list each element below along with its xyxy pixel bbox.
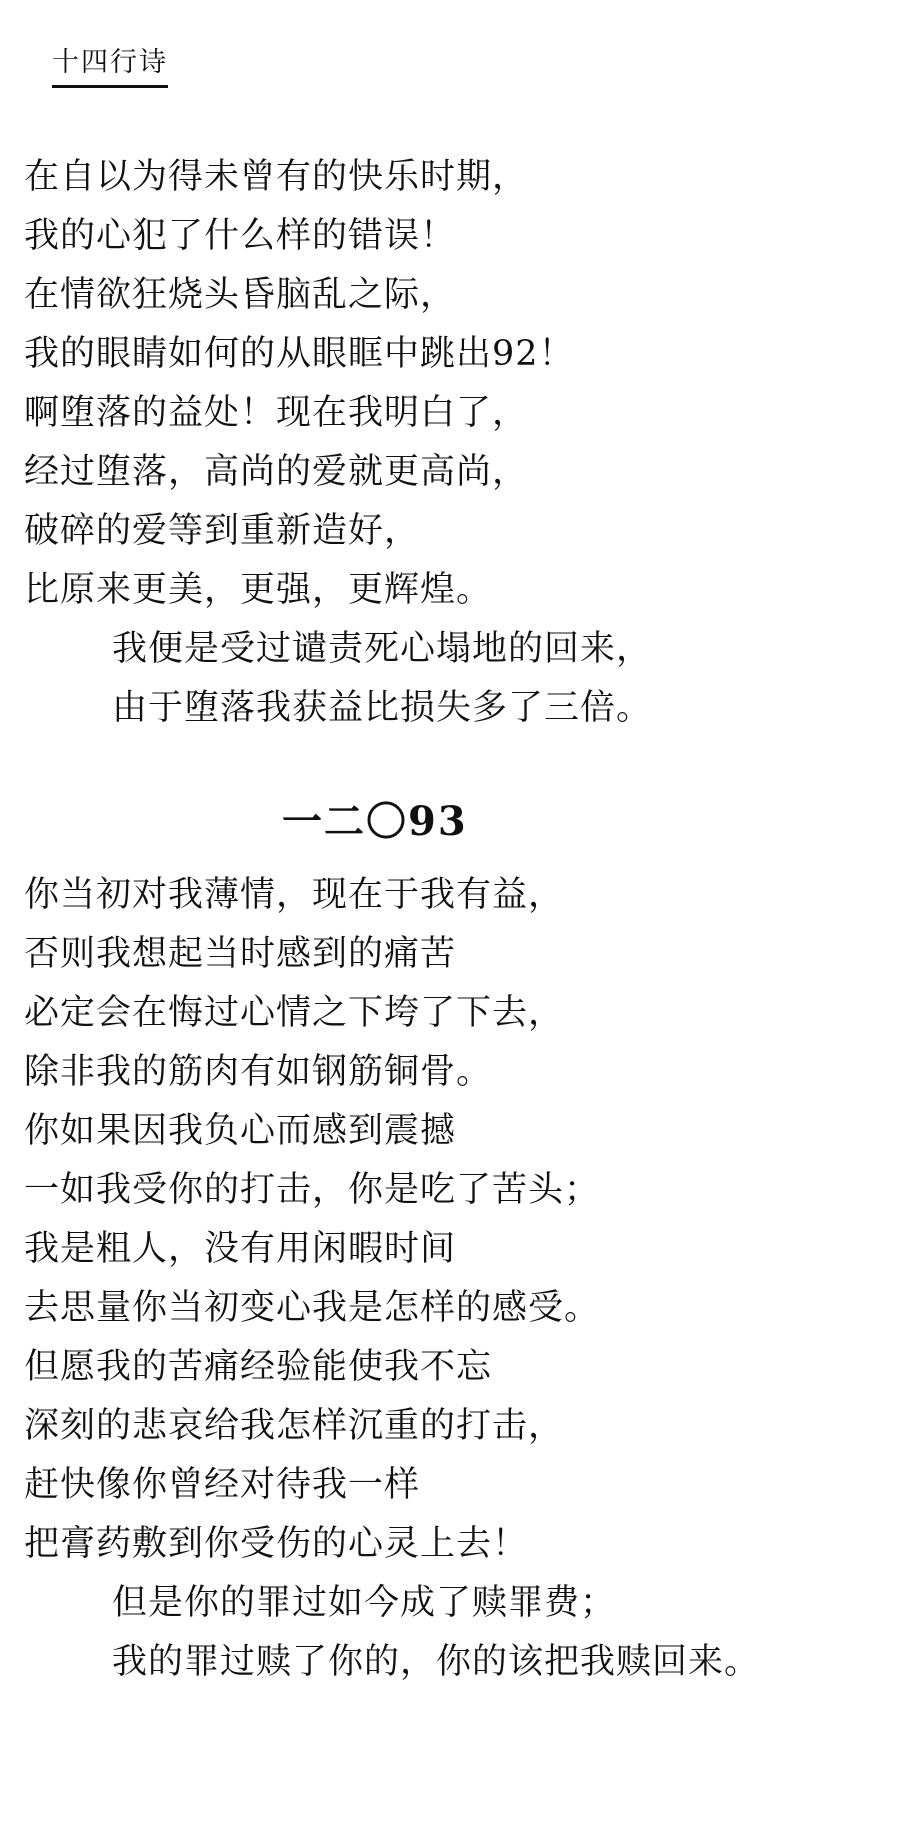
poem-line: 我的心犯了什么样的错误！	[24, 216, 457, 256]
poem-line: 赶快像你曾经对待我一样	[24, 1465, 421, 1505]
poem-line: 否则我想起当时感到的痛苦	[24, 934, 457, 974]
poem-line: 但愿我的苦痛经验能使我不忘	[24, 1347, 493, 1387]
couplet-line: 但是你的罪过如今成了赎罪费；	[112, 1583, 617, 1623]
poem-line: 你当初对我薄情，现在于我有益，	[24, 875, 565, 915]
couplet-line: 由于堕落我获益比损失多了三倍。	[112, 688, 653, 728]
poem-line: 你如果因我负心而感到震撼	[24, 1111, 457, 1151]
poem-line: 破碎的爱等到重新造好，	[24, 511, 421, 551]
poem-line: 深刻的悲哀给我怎样沉重的打击，	[24, 1406, 565, 1446]
sonnet-number-title: 一二〇93	[282, 798, 468, 845]
poem-line: 必定会在悔过心情之下垮了下去，	[24, 993, 565, 1033]
poem-line: 去思量你当初变心我是怎样的感受。	[24, 1288, 601, 1328]
poem-line: 经过堕落，高尚的爱就更高尚，	[24, 452, 529, 492]
poem-line: 除非我的筋肉有如钢筋铜骨。	[24, 1052, 493, 1092]
couplet-line: 我的罪过赎了你的，你的该把我赎回来。	[112, 1642, 761, 1682]
poem-line: 一如我受你的打击，你是吃了苦头；	[24, 1170, 601, 1210]
poem-line: 比原来更美，更强，更辉煌。	[24, 570, 493, 610]
running-head: 十四行诗	[52, 40, 168, 88]
poem-line: 在自以为得未曾有的快乐时期，	[24, 157, 529, 197]
poem-line: 在情欲狂烧头昏脑乱之际，	[24, 275, 457, 315]
poem-line: 我的眼睛如何的从眼眶中跳出92！	[24, 334, 575, 374]
poem-line: 啊堕落的益处！现在我明白了，	[24, 393, 529, 433]
poem-line: 把膏药敷到你受伤的心灵上去！	[24, 1524, 529, 1564]
poem-line: 我是粗人，没有用闲暇时间	[24, 1229, 457, 1269]
couplet-line: 我便是受过谴责死心塌地的回来，	[112, 629, 653, 669]
